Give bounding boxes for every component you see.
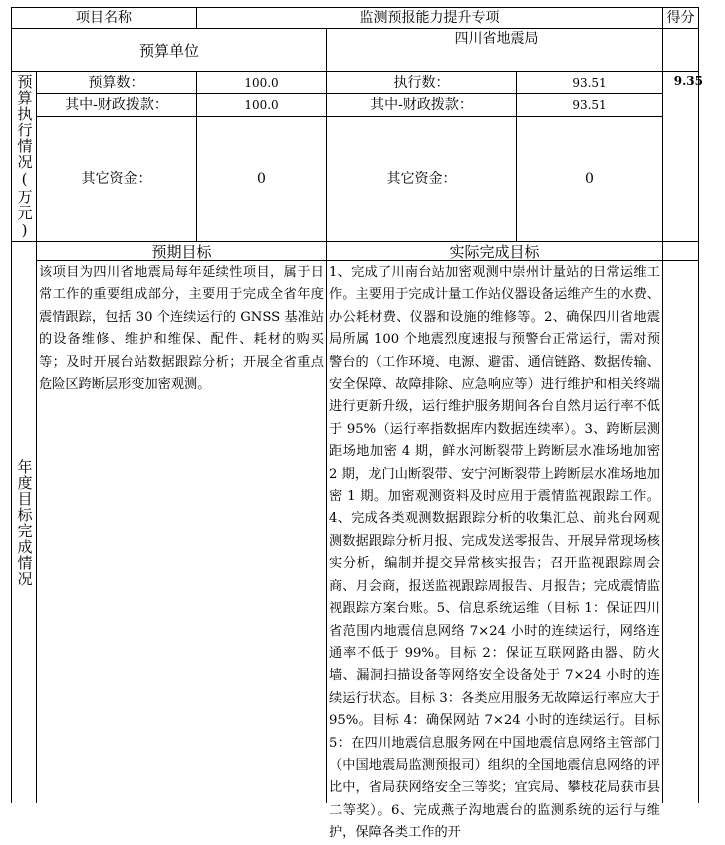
project-name-value: 监测预报能力提升专项 xyxy=(359,10,500,26)
exec-label: 执行数： xyxy=(393,74,450,91)
other-exec-label: 其它资金： xyxy=(386,171,457,187)
actual-goals-header: 实际完成目标 xyxy=(449,242,540,261)
other-budget-label: 其它资金： xyxy=(81,171,152,187)
fiscal-budget-value: 100.0 xyxy=(244,98,279,112)
project-name-label: 项目名称 xyxy=(76,10,132,26)
other-exec-value: 0 xyxy=(585,171,594,187)
expected-goals-text: 该项目为四川省地震局每年延续性项目，属于日常工作的重要组成部分，主要用于完成全省年度震情跟踪，包括 30 个连续运行的 GNSS 基准站的设备维修、维护和维保、配件、耗材的购买等；及时开展台站数据跟踪分析；开展全省重点危险区跨断层形变加密观测。 xyxy=(39,265,324,393)
budget-unit-label: 预算单位 xyxy=(138,41,199,60)
actual-goals-text: 1、完成了川南台站加密观测中崇州计量站的日常运维工作。主要用于完成计量工作站仪器设备运维产生的水费、办公耗材费、仪器和设施的维修等。2、确保四川省地震局所属 100 个地震烈度速报与预警台正常运行，需对预警台的（工作环境、电源、避雷、通信链路、数据传输、安全保障、故障排除、应急响应等）进行维护和相关终端进行更新升级，运行维护服务期间各台自然月运行率不低于 95%（运行率指数据库内数据连续率）。3、跨断层测距场地加密 4 期，鲜水河断裂带上跨断层水准场地加密 2 期，龙门山断裂带、安宁河断裂带上跨断层水准场地加密 1 期。加密观测资料及时应用于震情监视跟踪工作。4、完成各类观测数据跟踪分析的收集汇总、前兆台网观测数据跟踪分析月报、完成发送零报告、开展异常现场核实分析，编制并提交异常核实报告；召开监视跟踪周会商、月会商，报送监视跟踪周报告、月报告；完成震情监视跟踪方案台账。5、信息系统运维（目标 1：保证四川省范围内地震信息网络 7×24 小时的连续运行，网络连通率不低于 99%。目标 2：保证互联网路由器、防火墙、漏洞扫描设备等网络安全设备处于 7×24 小时的连续运行状态。目标 3：各类应用服务无故障运行率应大于 95%。目标 4：确保网站 7×24 小时的连续运行。目标 5：在四川地震信息服务网在中国地震信息网络主管部门（中国地震局监测预报司）组织的全国地震信息网络的评比中，省局获网络安全三等奖；宜宾局、攀枝花局获市县二等奖）。6、完成燕子沟地震台的监测系统的运行与维护，保障各类工作的开 xyxy=(329,265,660,841)
score-label: 得分 xyxy=(666,10,695,26)
grid-line xyxy=(662,7,663,803)
goals-section-label: 年度目标完成情况 xyxy=(15,458,34,587)
other-budget-value: 0 xyxy=(257,171,266,187)
exec-value: 93.51 xyxy=(572,75,607,90)
budget-value: 100.0 xyxy=(244,75,279,90)
budget-unit-value: 四川省地震局 xyxy=(454,31,539,47)
budget-section-label: 预算执行情况(万元) xyxy=(15,73,34,240)
grid-line xyxy=(698,7,699,803)
budget-label: 预算数： xyxy=(88,74,145,91)
grid-line xyxy=(36,260,698,261)
expected-goals-header: 预期目标 xyxy=(151,242,212,261)
budget-score-value: 9.35 xyxy=(673,74,703,88)
fiscal-exec-label: 其中-财政拨款： xyxy=(370,97,473,113)
fiscal-exec-value: 93.51 xyxy=(572,98,607,112)
fiscal-budget-label: 其中-财政拨款： xyxy=(65,97,168,113)
